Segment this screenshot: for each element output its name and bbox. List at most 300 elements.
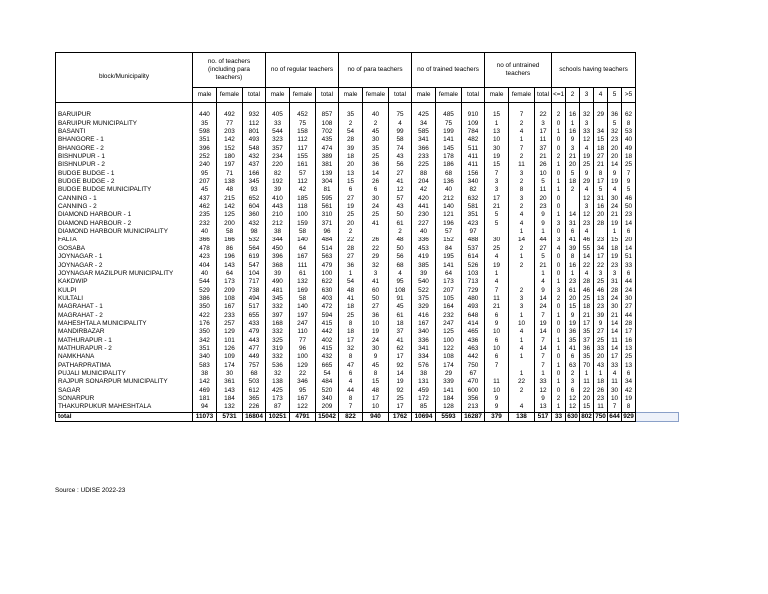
table-row [56,295,679,303]
value-cell: 857 [316,111,339,119]
value-cell: 2 [509,387,535,395]
value-cell: 58 [290,295,316,303]
value-cell: 2 [552,111,566,119]
value-cell: 366 [412,145,436,153]
value-cell: 11 [485,378,509,386]
value-cell: 35 [339,111,363,119]
value-cell: 1 [552,312,566,320]
value-cell: 10 [363,320,389,328]
selected-empty-cell[interactable] [636,412,679,421]
value-cell: 39 [339,145,363,153]
value-cell: 97 [462,228,485,236]
value-cell: 62 [389,345,412,353]
value-cell: 323 [266,136,290,144]
value-cell: 36 [363,312,389,320]
value-cell: 209 [217,287,243,295]
spacer-cell [316,103,339,112]
subheader-cell: female [290,88,316,103]
value-cell: 3 [509,195,535,203]
value-cell: 929 [623,412,634,420]
value-cell: 435 [316,136,339,144]
value-cell: 12 [580,211,594,219]
value-cell: 7 [485,287,509,295]
value-cell: 520 [316,387,339,395]
subheader-cell: male [339,88,363,103]
value-cell: 33 [580,128,594,136]
value-cell: 12 [566,403,580,412]
value-cell: 195 [436,253,462,261]
value-cell: 92 [389,362,412,370]
value-cell: 166 [243,170,266,178]
row-name-cell: NAMKHANA [56,353,193,361]
value-cell: 1 [566,120,580,128]
value-cell: 341 [412,136,436,144]
value-cell: 41 [566,237,580,245]
value-cell: 49 [622,145,636,153]
value-cell: 11 [509,161,535,169]
table-header [56,53,679,103]
value-cell: 21 [594,161,608,169]
value-cell: 340 [462,178,485,186]
value-cell: 414 [462,320,485,328]
value-cell: 117 [290,145,316,153]
value-cell: 19 [485,153,509,161]
value-cell: 802 [581,412,592,420]
value-cell: 232 [436,312,462,320]
table-row [56,186,679,194]
value-cell: 14 [535,345,552,353]
row-name-cell: BHANGORE - 2 [56,145,193,153]
value-cell: 186 [436,161,462,169]
value-cell: 8 [622,403,636,412]
value-cell: 415 [316,345,339,353]
value-cell: 20 [594,211,608,219]
value-cell: 121 [436,211,462,219]
value-cell: 441 [412,203,436,211]
value-cell: 488 [462,237,485,245]
value-cell: 3 [566,145,580,153]
row-name-cell: BUDGE BUDGE - 2 [56,178,193,186]
value-cell: 4 [580,270,594,278]
value-cell: 32 [339,345,363,353]
spacer-cell [389,103,412,112]
value-cell: 138 [217,178,243,186]
value-cell: 110 [290,328,316,336]
value-cell: 18 [594,145,608,153]
value-cell: 7 [509,145,535,153]
row-name-cell: CANNING - 2 [56,203,193,211]
value-cell: 108 [389,287,412,295]
value-cell: 576 [412,362,436,370]
value-cell: 478 [193,245,217,253]
value-cell: 23 [594,395,608,403]
value-cell: 2 [509,203,535,211]
value-cell: 132 [217,403,243,412]
value-cell: 94 [193,403,217,412]
value-cell: 4 [580,228,594,236]
value-cell [485,370,509,378]
value-cell: 40 [412,228,436,236]
row-name-cell: DIAMOND HARBOUR - 2 [56,220,193,228]
value-cell: 33 [266,120,290,128]
value-cell: 26 [363,178,389,186]
value-cell: 8 [622,120,636,128]
value-cell: 28 [622,320,636,328]
value-cell: 20 [608,153,622,161]
table-row [56,145,679,153]
value-cell: 30 [608,303,622,311]
table-row [56,128,679,136]
value-cell: 1 [552,161,566,169]
value-cell: 397 [266,312,290,320]
value-cell: 17 [608,353,622,361]
value-cell: 1 [552,186,566,194]
value-cell: 702 [316,128,339,136]
value-cell: 30 [217,370,243,378]
value-cell: 54 [316,370,339,378]
value-cell: 7 [535,312,552,320]
value-cell: 2 [339,120,363,128]
value-cell: 158 [290,128,316,136]
spacer-cell [266,103,290,112]
value-cell: 3 [580,120,594,128]
table-row [56,337,679,345]
value-cell: 161 [290,161,316,169]
value-cell: 125 [217,211,243,219]
value-cell: 173 [436,278,462,286]
value-cell: 27 [339,253,363,261]
value-cell: 9 [566,136,580,144]
value-cell: 67 [462,370,485,378]
value-cell: 6 [622,270,636,278]
value-cell: 30 [608,387,622,395]
value-cell: 22 [339,237,363,245]
value-cell [594,228,608,236]
row-name-cell: BUDGE BUDGE MUNICIPALITY [56,186,193,194]
row-name-cell: GOSABA [56,245,193,253]
value-cell: 544 [266,128,290,136]
value-cell: 10 [363,403,389,412]
value-cell: 57 [436,228,462,236]
value-cell: 0 [552,136,566,144]
value-cell: 8 [339,353,363,361]
value-cell: 11 [485,295,509,303]
value-cell: 27 [339,195,363,203]
value-cell: 411 [462,153,485,161]
value-cell: 7 [485,362,509,370]
value-cell: 68 [243,370,266,378]
value-cell: 99 [389,128,412,136]
value-cell: 139 [316,170,339,178]
value-cell: 141 [436,262,462,270]
value-cell: 310 [316,211,339,219]
value-cell: 419 [412,253,436,261]
subheader-cell: male [193,88,217,103]
table-body [56,111,679,421]
value-cell: 3 [608,270,622,278]
value-cell: 30 [485,145,509,153]
value-cell: 68 [436,170,462,178]
value-cell: 42 [290,186,316,194]
value-cell: 11 [608,337,622,345]
value-cell: 207 [193,178,217,186]
value-cell: 17 [485,195,509,203]
value-cell: 16 [594,203,608,211]
block-municipality-header: block/Municipality [56,53,193,103]
value-cell: 583 [193,362,217,370]
row-name-cell: DIAMOND HARBOUR MUNICIPALITY [56,228,193,236]
value-cell: 41 [389,337,412,345]
value-cell: 532 [243,237,266,245]
row-name-cell: MATHURAPUR - 1 [56,337,193,345]
subheader-cell: 5 [608,88,622,103]
value-cell: 21 [485,203,509,211]
value-cell: 10 [485,328,509,336]
value-cell: 125 [436,328,462,336]
value-cell: 70 [580,362,594,370]
value-cell: 25 [485,245,509,253]
value-cell: 29 [363,253,389,261]
value-cell: 614 [462,253,485,261]
value-cell: 2 [363,120,389,128]
value-cell: 20 [535,195,552,203]
value-cell: 16287 [462,412,485,421]
value-cell: 1 [552,362,566,370]
row-name-cell: MAGRAHAT - 2 [56,312,193,320]
value-cell: 203 [217,128,243,136]
value-cell: 25 [389,395,412,403]
value-cell: 48 [339,287,363,295]
value-cell: 17 [580,320,594,328]
value-cell: 56 [389,161,412,169]
value-cell: 20 [566,295,580,303]
value-cell: 58 [290,228,316,236]
value-cell: 13 [535,403,552,412]
value-cell: 20 [339,220,363,228]
value-cell: 14 [580,253,594,261]
value-cell: 8 [509,186,535,194]
value-cell: 9 [535,395,552,403]
table-row [56,203,679,211]
value-cell: 26 [363,237,389,245]
value-cell: 490 [266,278,290,286]
value-cell: 479 [243,328,266,336]
value-cell: 22 [509,378,535,386]
value-cell: 750 [462,362,485,370]
value-cell: 463 [462,345,485,353]
value-cell: 19 [566,320,580,328]
value-cell: 167 [290,395,316,403]
value-cell: 5 [535,253,552,261]
value-cell: 58 [217,228,243,236]
value-cell: 344 [266,237,290,245]
table-row [56,287,679,295]
row-name-cell: THAKURPUKUR MAHESHTALA [56,403,193,412]
value-cell: 45 [193,186,217,194]
value-cell: 15 [566,303,580,311]
value-cell: 1762 [389,412,412,421]
value-cell: 104 [243,270,266,278]
subheader-cell: female [509,88,535,103]
value-cell: 12 [389,186,412,194]
value-cell: 6 [622,228,636,236]
value-cell: 4791 [290,412,316,421]
value-cell: 227 [412,220,436,228]
total-row [56,412,679,421]
spacer-cell [339,103,363,112]
value-cell: 35 [580,328,594,336]
value-cell: 41 [566,345,580,353]
value-cell: 932 [243,111,266,119]
value-cell: 1 [552,403,566,412]
value-cell: 19 [580,153,594,161]
value-cell: 20 [594,353,608,361]
value-cell: 7 [509,111,535,119]
value-cell: 138 [509,412,535,421]
value-cell: 143 [217,387,243,395]
value-cell: 422 [193,312,217,320]
subheader-cell: male [266,88,290,103]
value-cell: 140 [290,303,316,311]
value-cell: 11 [608,378,622,386]
value-cell: 16804 [243,412,266,421]
value-cell: 2 [339,228,363,236]
value-cell: 36 [580,345,594,353]
value-cell: 112 [290,178,316,186]
spacer-cell [290,103,316,112]
table-row [56,111,679,119]
value-cell: 45 [389,303,412,311]
value-cell: 43 [389,203,412,211]
value-cell: 27 [363,303,389,311]
value-cell: 6 [339,370,363,378]
value-cell: 25 [363,211,389,219]
value-cell: 547 [243,262,266,270]
value-cell: 92 [389,387,412,395]
value-cell: 141 [436,387,462,395]
table-row [56,220,679,228]
value-cell: 425 [266,387,290,395]
value-cell: 4 [552,245,566,253]
value-cell: 24 [363,203,389,211]
value-cell: 3 [552,237,566,245]
value-cell: 51 [622,253,636,261]
value-cell: 98 [243,228,266,236]
subheader-cell: 4 [594,88,608,103]
value-cell: 24 [608,295,622,303]
value-cell: 30 [363,136,389,144]
value-cell: 0 [552,303,566,311]
value-cell: 105 [436,295,462,303]
value-cell: 738 [243,287,266,295]
spacer-cell [594,103,608,112]
value-cell: 5 [566,170,580,178]
value-cell: 26 [594,387,608,395]
value-cell: 4 [485,253,509,261]
value-cell: 41 [339,295,363,303]
row-name-cell: MAGRAHAT - 1 [56,303,193,311]
value-cell: 600 [462,387,485,395]
value-cell: 17 [389,353,412,361]
value-cell: 517 [535,412,552,421]
value-cell: 197 [217,161,243,169]
value-cell: 95 [389,278,412,286]
value-cell: 5 [608,120,622,128]
value-cell: 40 [193,270,217,278]
value-cell: 17 [594,253,608,261]
value-cell: 37 [580,337,594,345]
value-cell: 178 [436,153,462,161]
value-cell: 4 [509,220,535,228]
value-cell: 480 [462,295,485,303]
value-cell: 594 [316,312,339,320]
value-cell: 8 [594,170,608,178]
spacer-cell [193,103,217,112]
value-cell: 449 [243,353,266,361]
value-cell: 403 [316,295,339,303]
value-cell: 6 [622,370,636,378]
value-cell: 93 [243,186,266,194]
subheader-cell: female [217,88,243,103]
value-cell: 141 [436,136,462,144]
value-cell: 33 [608,362,622,370]
subheader-cell: female [436,88,462,103]
value-cell: 5 [535,178,552,186]
value-cell [509,362,535,370]
value-cell: 20 [339,161,363,169]
value-cell: 450 [266,245,290,253]
value-cell: 1 [566,270,580,278]
value-cell: 192 [266,178,290,186]
value-cell: 173 [266,395,290,403]
value-cell: 9 [535,211,552,219]
value-cell: 41 [363,220,389,228]
value-cell: 24 [608,203,622,211]
value-cell: 648 [462,312,485,320]
value-cell: 100 [436,337,462,345]
value-cell: 423 [193,253,217,261]
row-name-cell: PUJALI MUNICIPALITY [56,370,193,378]
value-cell: 332 [266,303,290,311]
value-cell: 6 [485,337,509,345]
value-cell: 20 [622,237,636,245]
value-cell: 53 [622,128,636,136]
value-cell: 212 [436,195,462,203]
group-header-total-teachers: no. of teachers (including para teachers) [193,53,266,88]
value-cell: 25 [580,295,594,303]
value-cell: 19 [535,320,552,328]
value-cell: 1 [509,228,535,236]
value-cell: 15 [485,111,509,119]
value-cell: 40 [193,228,217,236]
value-cell: 940 [363,412,389,421]
table-row [56,211,679,219]
value-cell: 17 [594,178,608,186]
value-cell: 14 [509,237,535,245]
value-cell: 540 [412,278,436,286]
value-cell: 910 [462,111,485,119]
value-cell: 4 [608,370,622,378]
value-cell: 2 [509,262,535,270]
value-cell: 12 [566,395,580,403]
value-cell: 9 [485,320,509,328]
value-cell: 5 [594,186,608,194]
value-cell: 48 [363,387,389,395]
value-cell: 27 [622,303,636,311]
value-cell: 1 [552,337,566,345]
value-cell: 28 [608,287,622,295]
value-cell: 340 [193,353,217,361]
